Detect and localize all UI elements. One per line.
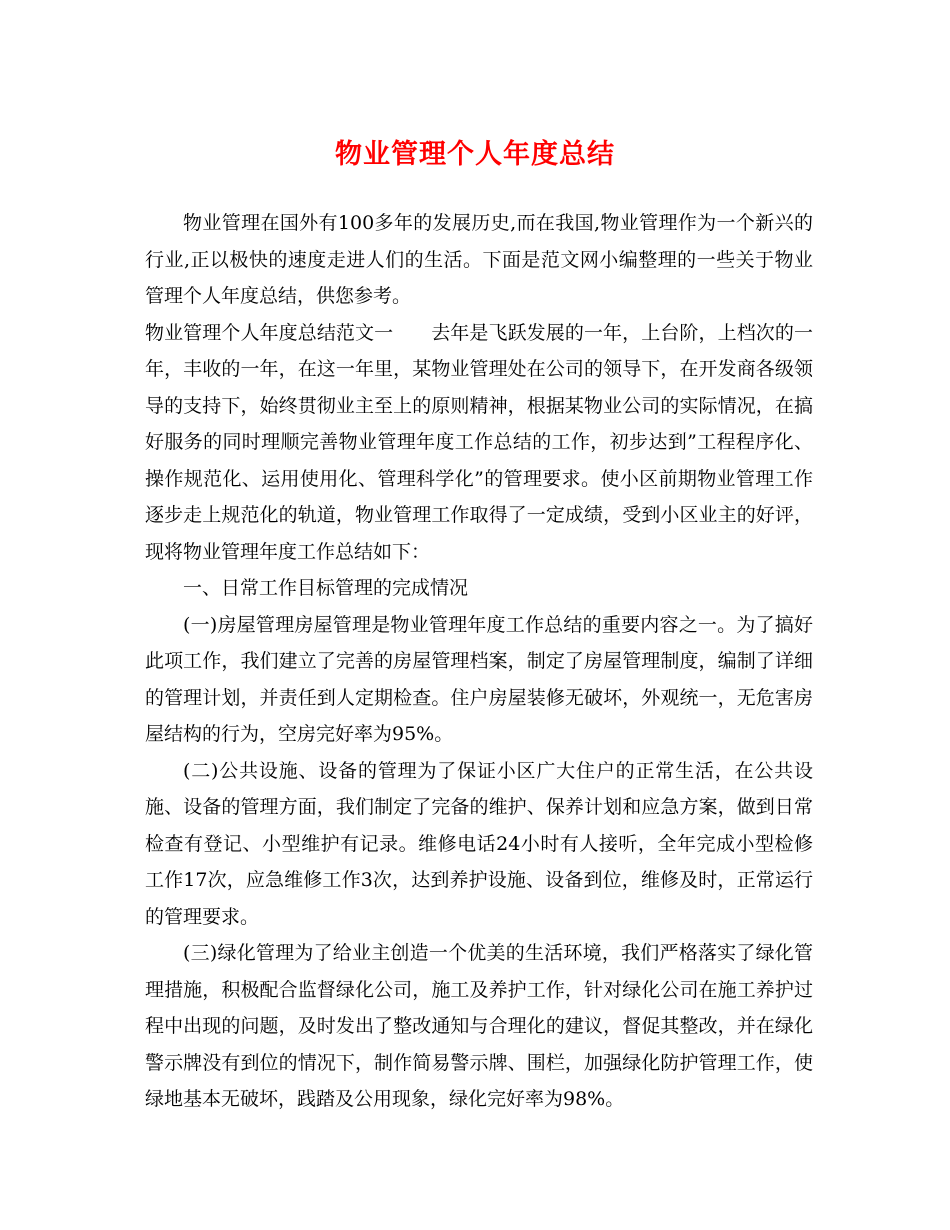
- section-heading: 一、日常工作目标管理的完成情况: [183, 577, 469, 599]
- sample-paragraph: [145, 315, 813, 571]
- intro-paragraph: 物业管理在国外有100多年的发展历史,而在我国,物业管理作为一个新兴的行业,正以极快的速度走进人们的生活。下面是范文网小编整理的一些关于物业管理个人年度总结，供您参考。: [145, 212, 813, 307]
- housing-management-paragraph: (一)房屋管理房屋管理是物业管理年度工作总结的重要内容之一。为了搞好此项工作，我们建立了完善的房屋管理档案，制定了房屋管理制度，编制了详细的管理计划，并责任到人定期检查。住户房屋装修无破坏，外观统一，无危害房屋结构的行为，空房完好率为95%。: [145, 613, 813, 745]
- document-title: 物业管理个人年度总结: [335, 139, 615, 170]
- facilities-management-paragraph: (二)公共设施、设备的管理为了保证小区广大住户的正常生活，在公共设施、设备的管理方面，我们制定了完备的维护、保养计划和应急方案，做到日常检查有登记、小型维护有记录。维修电话24小时有人接听，全年完成小型检修工作17次，应急维修工作3次，达到养护设施、设备到位，维修及时，正常运行的管理要求。: [145, 759, 813, 928]
- document-body: [145, 205, 813, 1118]
- greening-management-paragraph: (三)绿化管理为了给业主创造一个优美的生活环境，我们严格落实了绿化管理措施，积极配合监督绿化公司，施工及养护工作，针对绿化公司在施工养护过程中出现的问题，及时发出了整改通知与合理化的建议，督促其整改，并在绿化警示牌没有到位的情况下，制作简易警示牌、围栏，加强绿化防护管理工作，使绿地基本无破坏，践踏及公用现象，绿化完好率为98%。: [145, 942, 813, 1110]
- sample-text: 去年是飞跃发展的一年，上台阶，上档次的一年，丰收的一年，在这一年里，某物业管理处在公司的领导下，在开发商各级领导的支持下，始终贯彻业主至上的原则精神，根据某物业公司的实际情况，在搞好服务的同时理顺完善物业管理年度工作总结的工作，初步达到”工程程序化、操作规范化、运用使用化、管理科学化”的管理要求。使小区前期物业管理工作逐步走上规范化的轨道，物业管理工作取得了一定成绩，受到小区业主的好评，现将物业管理年度工作总结如下：: [145, 321, 813, 563]
- sample-heading: 物业管理个人年度总结范文一: [145, 321, 394, 344]
